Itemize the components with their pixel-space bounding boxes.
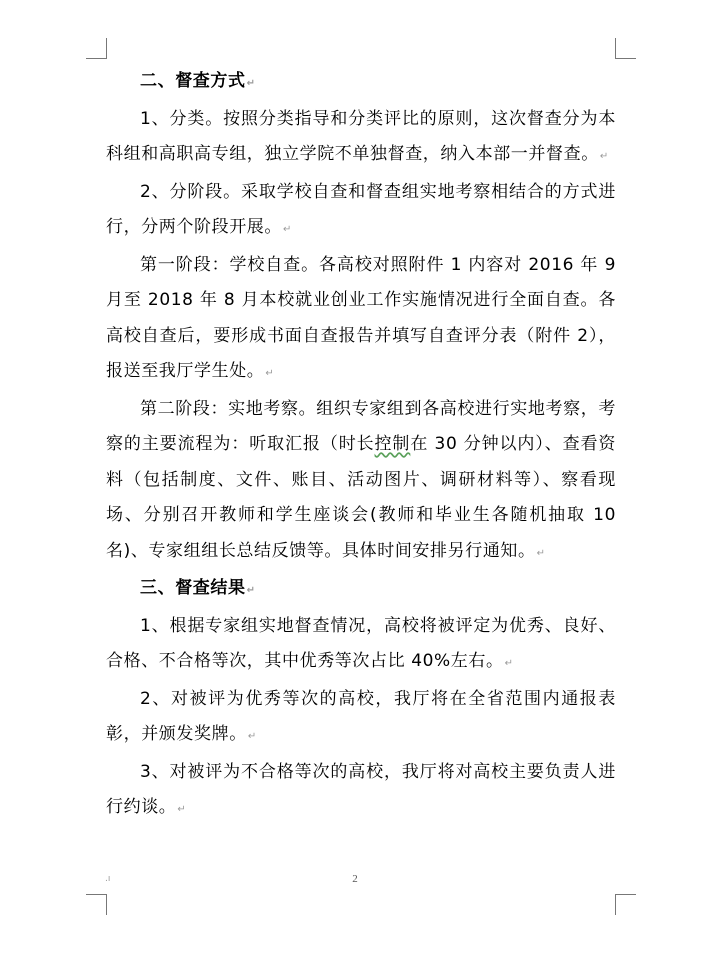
paragraph-result-excellent[interactable] (106, 682, 616, 755)
crop-mark-bottom-left (86, 894, 107, 915)
heading-text: 二、督查方式 (140, 71, 246, 91)
paragraph-mark-icon: ↵ (177, 804, 187, 815)
paragraph-text: 第一阶段：学校自查。各高校对照附件 1 内容对 2016 年 9 月至 2018 年 8 月本校就业创业工作实施情况进行全面自查。各高校自查后，要形成书面自查报告并填写自查评分表（附件 2），报送至我厅学生处。 (106, 254, 616, 381)
paragraph-result-rating[interactable] (106, 609, 616, 682)
crop-mark-bottom-right (615, 894, 636, 915)
paragraph-text: 1、分类。按照分类指导和分类评比的原则，这次督查分为本科组和高职高专组，独立学院不单独督查，纳入本部一并督查。 (106, 108, 616, 164)
page-number: 2 (352, 873, 358, 885)
footer-paragraph-mark: .ı (105, 874, 111, 884)
paragraph-mark-icon: ↵ (246, 585, 256, 596)
paragraph-text: 2、对被评为优秀等次的高校，我厅将在全省范围内通报表彰，并颁发奖牌。 (106, 688, 616, 744)
paragraph-result-unqualified[interactable] (106, 755, 616, 828)
paragraph-phase-two[interactable] (106, 392, 616, 572)
paragraph-text: 3、对被评为不合格等次的高校，我厅将对高校主要负责人进行约谈。 (106, 761, 616, 817)
paragraph-text: 第二阶段：实地考察。组织专家组到各高校进行实地考察，考察的主要流程为：听取汇报（时长 (106, 398, 616, 454)
paragraph-text: 在 30 分钟以内）、查看资料（包括制度、文件、账目、活动图片、调研材料等）、察看现场、分别召开教师和学生座谈会(教师和毕业生各随机抽取 10 名)、专家组组长总结反馈等。具体时间安排另行通知。 (106, 434, 617, 561)
paragraph-mark-icon: ↵ (599, 151, 609, 162)
paragraph-phase-one[interactable] (106, 248, 616, 392)
paragraph-mark-icon: ↵ (283, 224, 292, 235)
document-body[interactable] (106, 64, 616, 828)
section-heading-supervision-results[interactable] (106, 571, 616, 609)
paragraph-phases[interactable] (106, 175, 616, 248)
paragraph-mark-icon: ↵ (536, 547, 546, 559)
crop-mark-top-right (615, 38, 636, 59)
paragraph-mark-icon: ↵ (247, 731, 257, 742)
paragraph-mark-icon: ↵ (504, 658, 514, 669)
paragraph-mark-icon: ↵ (246, 78, 256, 89)
paragraph-text: 1、根据专家组实地督查情况，高校将被评定为优秀、良好、合格、不合格等次，其中优秀等次占比 40%左右。 (106, 615, 616, 671)
paragraph-mark-icon: ↵ (265, 368, 275, 379)
paragraph-classification[interactable] (106, 102, 616, 175)
spellcheck-flagged-text[interactable]: 控制 (374, 434, 411, 454)
crop-mark-top-left (86, 38, 107, 59)
section-heading-supervision-method[interactable] (106, 64, 616, 102)
heading-text: 三、督查结果 (140, 578, 246, 598)
paragraph-text: 2、分阶段。采取学校自查和督查组实地考察相结合的方式进行，分两个阶段开展。 (106, 181, 616, 237)
